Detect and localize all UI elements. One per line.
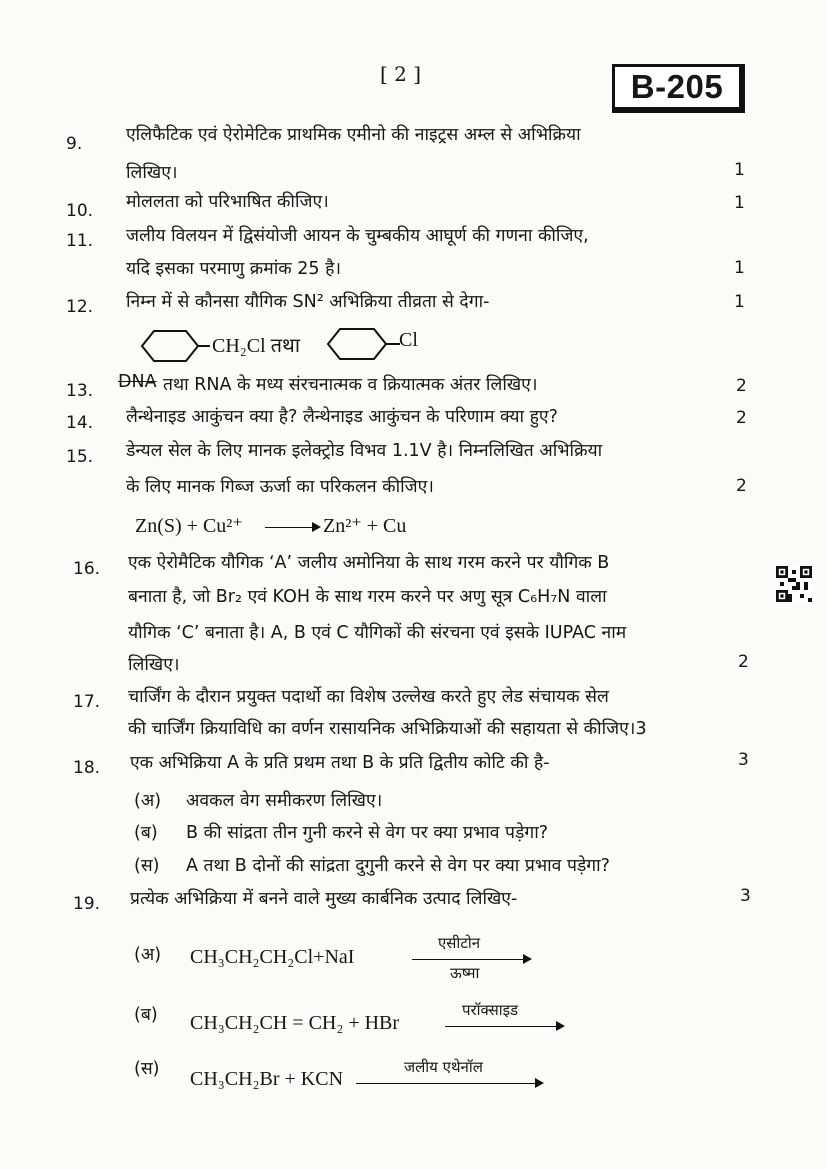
question-number: 13.: [66, 381, 94, 401]
page-number: [ 2 ]: [380, 62, 422, 86]
marks: 1: [734, 292, 745, 312]
reaction-arrow: [265, 527, 319, 528]
sub-label: (अ): [134, 945, 162, 965]
marks: 1: [734, 160, 745, 180]
question-text: बनाता है, जो Br₂ एवं KOH के साथ गरम करने पर अणु सूत्र C₆H₇N वाला: [128, 587, 607, 607]
question-text: लिखिए।: [128, 655, 180, 675]
question-text: लिखिए।: [126, 163, 178, 183]
equation-reactants: Zn(S) + Cu²⁺: [135, 515, 243, 537]
reagent-label: परॉक्साइड: [462, 1001, 519, 1019]
question-text: मोललता को परिभाषित कीजिए।: [126, 192, 329, 212]
question-text: की चार्जिंग क्रियाविधि का वर्णन रासायनिक अभिक्रियाओं की सहायता से कीजिए।3: [128, 719, 647, 739]
marks: 1: [734, 193, 745, 213]
marks: 3: [738, 750, 749, 770]
paper-code-box: B-205: [612, 64, 745, 113]
question-text: निम्न में से कौनसा यौगिक SN² अभिक्रिया तीव्रता से देगा-: [126, 292, 490, 312]
question-text: के लिए मानक गिब्ज ऊर्जा का परिकलन कीजिए।: [126, 477, 434, 497]
reaction-reactants: CH₃CH₂CH = CH₂ + HBr: [190, 1012, 400, 1034]
marks: 1: [734, 258, 745, 278]
question-text: डेन्यल सेल के लिए मानक इलेक्ट्रोड विभव 1.1V है। निम्नलिखित अभिक्रिया: [126, 441, 603, 461]
sub-label: (अ): [134, 791, 162, 811]
question-text: तथा RNA के मध्य संरचनात्मक व क्रियात्मक अंतर लिखिए।: [163, 375, 538, 395]
sub-label: (स): [134, 1059, 160, 1079]
reaction-reactants: CH₃CH₂Br + KCN: [190, 1068, 344, 1090]
sub-label: (स): [134, 856, 160, 876]
question-number: 14.: [66, 413, 94, 433]
question-number: 11.: [66, 231, 94, 251]
question-number: 17.: [73, 692, 101, 712]
option-compound: CH₂Cl तथा: [212, 335, 301, 357]
marks: 2: [736, 476, 747, 496]
benzene-ring-icon: [318, 326, 402, 362]
condition-label: ऊष्मा: [450, 964, 480, 982]
reaction-arrow: [356, 1083, 542, 1084]
sub-label: (ब): [134, 823, 158, 843]
question-text: प्रत्येक अभिक्रिया में बनने वाले मुख्य कार्बनिक उत्पाद लिखिए-: [130, 889, 518, 909]
sub-question: A तथा B दोनों की सांद्रता दुगुनी करने से वेग पर क्या प्रभाव पड़ेगा?: [186, 856, 610, 876]
option-compound: Cl: [399, 329, 418, 351]
question-number: 10.: [66, 201, 94, 221]
struck-text: DNA: [118, 372, 157, 392]
reaction-arrow: [445, 1026, 563, 1027]
question-text: यौगिक ‘C’ बनाता है। A, B एवं C यौगिकों की संरचना एवं इसके IUPAC नाम: [128, 623, 627, 643]
marks: 3: [740, 886, 751, 906]
question-text: चार्जिंग के दौरान प्रयुक्त पदार्थो का विशेष उल्लेख करते हुए लेड संचायक सेल: [128, 687, 609, 707]
question-text: जलीय विलयन में द्विसंयोजी आयन के चुम्बकीय आघूर्ण की गणना कीजिए,: [126, 226, 589, 246]
sub-question: अवकल वेग समीकरण लिखिए।: [186, 791, 383, 811]
question-number: 15.: [66, 447, 94, 467]
question-number: 18.: [73, 758, 101, 778]
question-text: एक अभिक्रिया A के प्रति प्रथम तथा B के प्रति द्वितीय कोटि की है-: [130, 753, 550, 773]
reaction-reactants: CH₃CH₂CH₂Cl+NaI: [190, 946, 355, 968]
question-text: यदि इसका परमाणु क्रमांक 25 है।: [126, 259, 342, 279]
sub-label: (ब): [134, 1005, 158, 1025]
marks: 2: [736, 376, 747, 396]
question-number: 16.: [73, 559, 101, 579]
question-text: एक ऐरोमैटिक यौगिक ‘A’ जलीय अमोनिया के साथ गरम करने पर यौगिक B: [128, 553, 610, 573]
question-number: 12.: [66, 297, 94, 317]
benzene-ring-icon: [130, 328, 210, 364]
question-number: 9.: [66, 134, 83, 154]
question-text: लैन्थेनाइड आकुंचन क्या है? लैन्थेनाइड आकुंचन के परिणाम क्या हुए?: [126, 407, 558, 427]
reaction-arrow: [412, 959, 530, 960]
question-number: 19.: [73, 894, 101, 914]
sub-question: B की सांद्रता तीन गुनी करने से वेग पर क्या प्रभाव पड़ेगा?: [186, 823, 549, 843]
question-text: एलिफैटिक एवं ऐरोमेटिक प्राथमिक एमीनो की नाइट्रस अम्ल से अभिक्रिया: [126, 125, 581, 145]
marks: 2: [738, 652, 749, 672]
marks: 2: [736, 408, 747, 428]
equation-products: Zn²⁺ + Cu: [323, 515, 407, 537]
reagent-label: एसीटोन: [438, 934, 481, 952]
qr-code-icon: [776, 565, 812, 603]
reagent-label: जलीय एथेनॉल: [404, 1058, 483, 1076]
